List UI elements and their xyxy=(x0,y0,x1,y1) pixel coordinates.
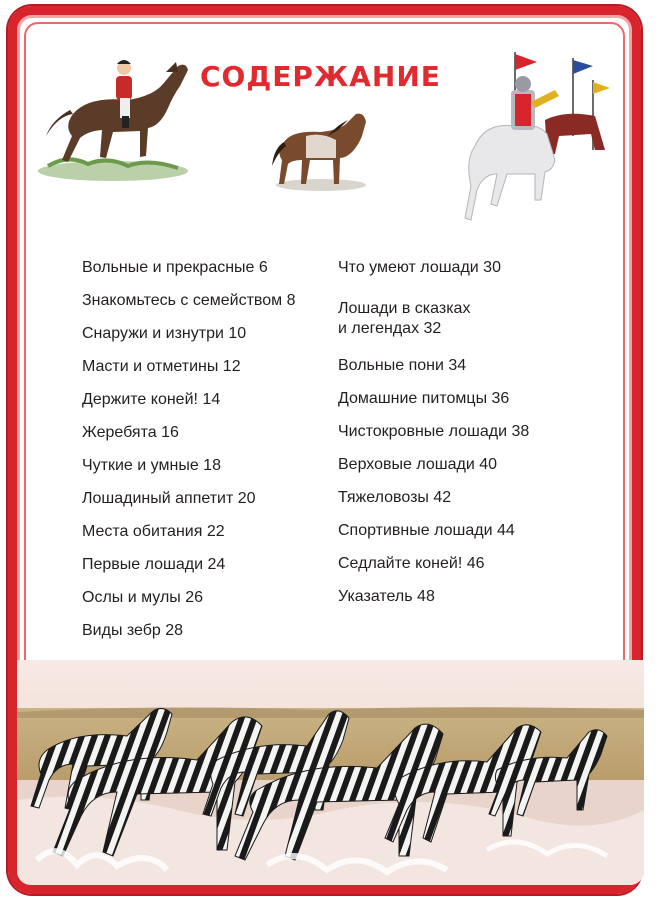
toc-entry: Чистокровные лошади 38 xyxy=(338,423,530,440)
toc-entry: Тяжеловозы 42 xyxy=(338,489,452,506)
toc-entry: Спортивные лошади 44 xyxy=(338,522,515,539)
toc-entry: Седлайте коней! 46 xyxy=(338,555,485,572)
toc-entry: Знакомьтесь с семейством 8 xyxy=(82,292,296,309)
toc-entry: Жеребята 16 xyxy=(82,424,179,441)
toc-entry: Первые лошади 24 xyxy=(82,556,226,573)
toc-entry: Лошади в сказках и легендах 32 xyxy=(338,300,471,337)
zebra-herd-icon xyxy=(17,660,644,885)
toc-entry: Что умеют лошади 30 xyxy=(338,259,501,276)
toc-entry: Ослы и мулы 26 xyxy=(82,589,204,606)
toc-entry: Верховые лошади 40 xyxy=(338,456,498,473)
toc-entry: Виды зебр 28 xyxy=(82,622,184,639)
pony-icon xyxy=(266,100,376,195)
rider-horse-icon xyxy=(28,36,198,186)
toc-entry: Держите коней! 14 xyxy=(82,391,221,408)
toc-entry: Вольные и прекрасные 6 xyxy=(82,259,268,276)
toc-entry: Вольные пони 34 xyxy=(338,357,467,374)
toc-entry: Домашние питомцы 36 xyxy=(338,390,510,407)
toc-entry: Лошадиный аппетит 20 xyxy=(82,490,256,507)
toc-entry: Снаружи и изнутри 10 xyxy=(82,325,247,342)
toc-entry: Чуткие и умные 18 xyxy=(82,457,221,474)
toc-entry: Указатель 48 xyxy=(338,588,435,605)
toc-entry: Места обитания 22 xyxy=(82,523,225,540)
page-title: СОДЕРЖАНИЕ xyxy=(200,60,441,93)
knights-icon xyxy=(455,50,615,225)
toc-entry: Масти и отметины 12 xyxy=(82,358,241,375)
